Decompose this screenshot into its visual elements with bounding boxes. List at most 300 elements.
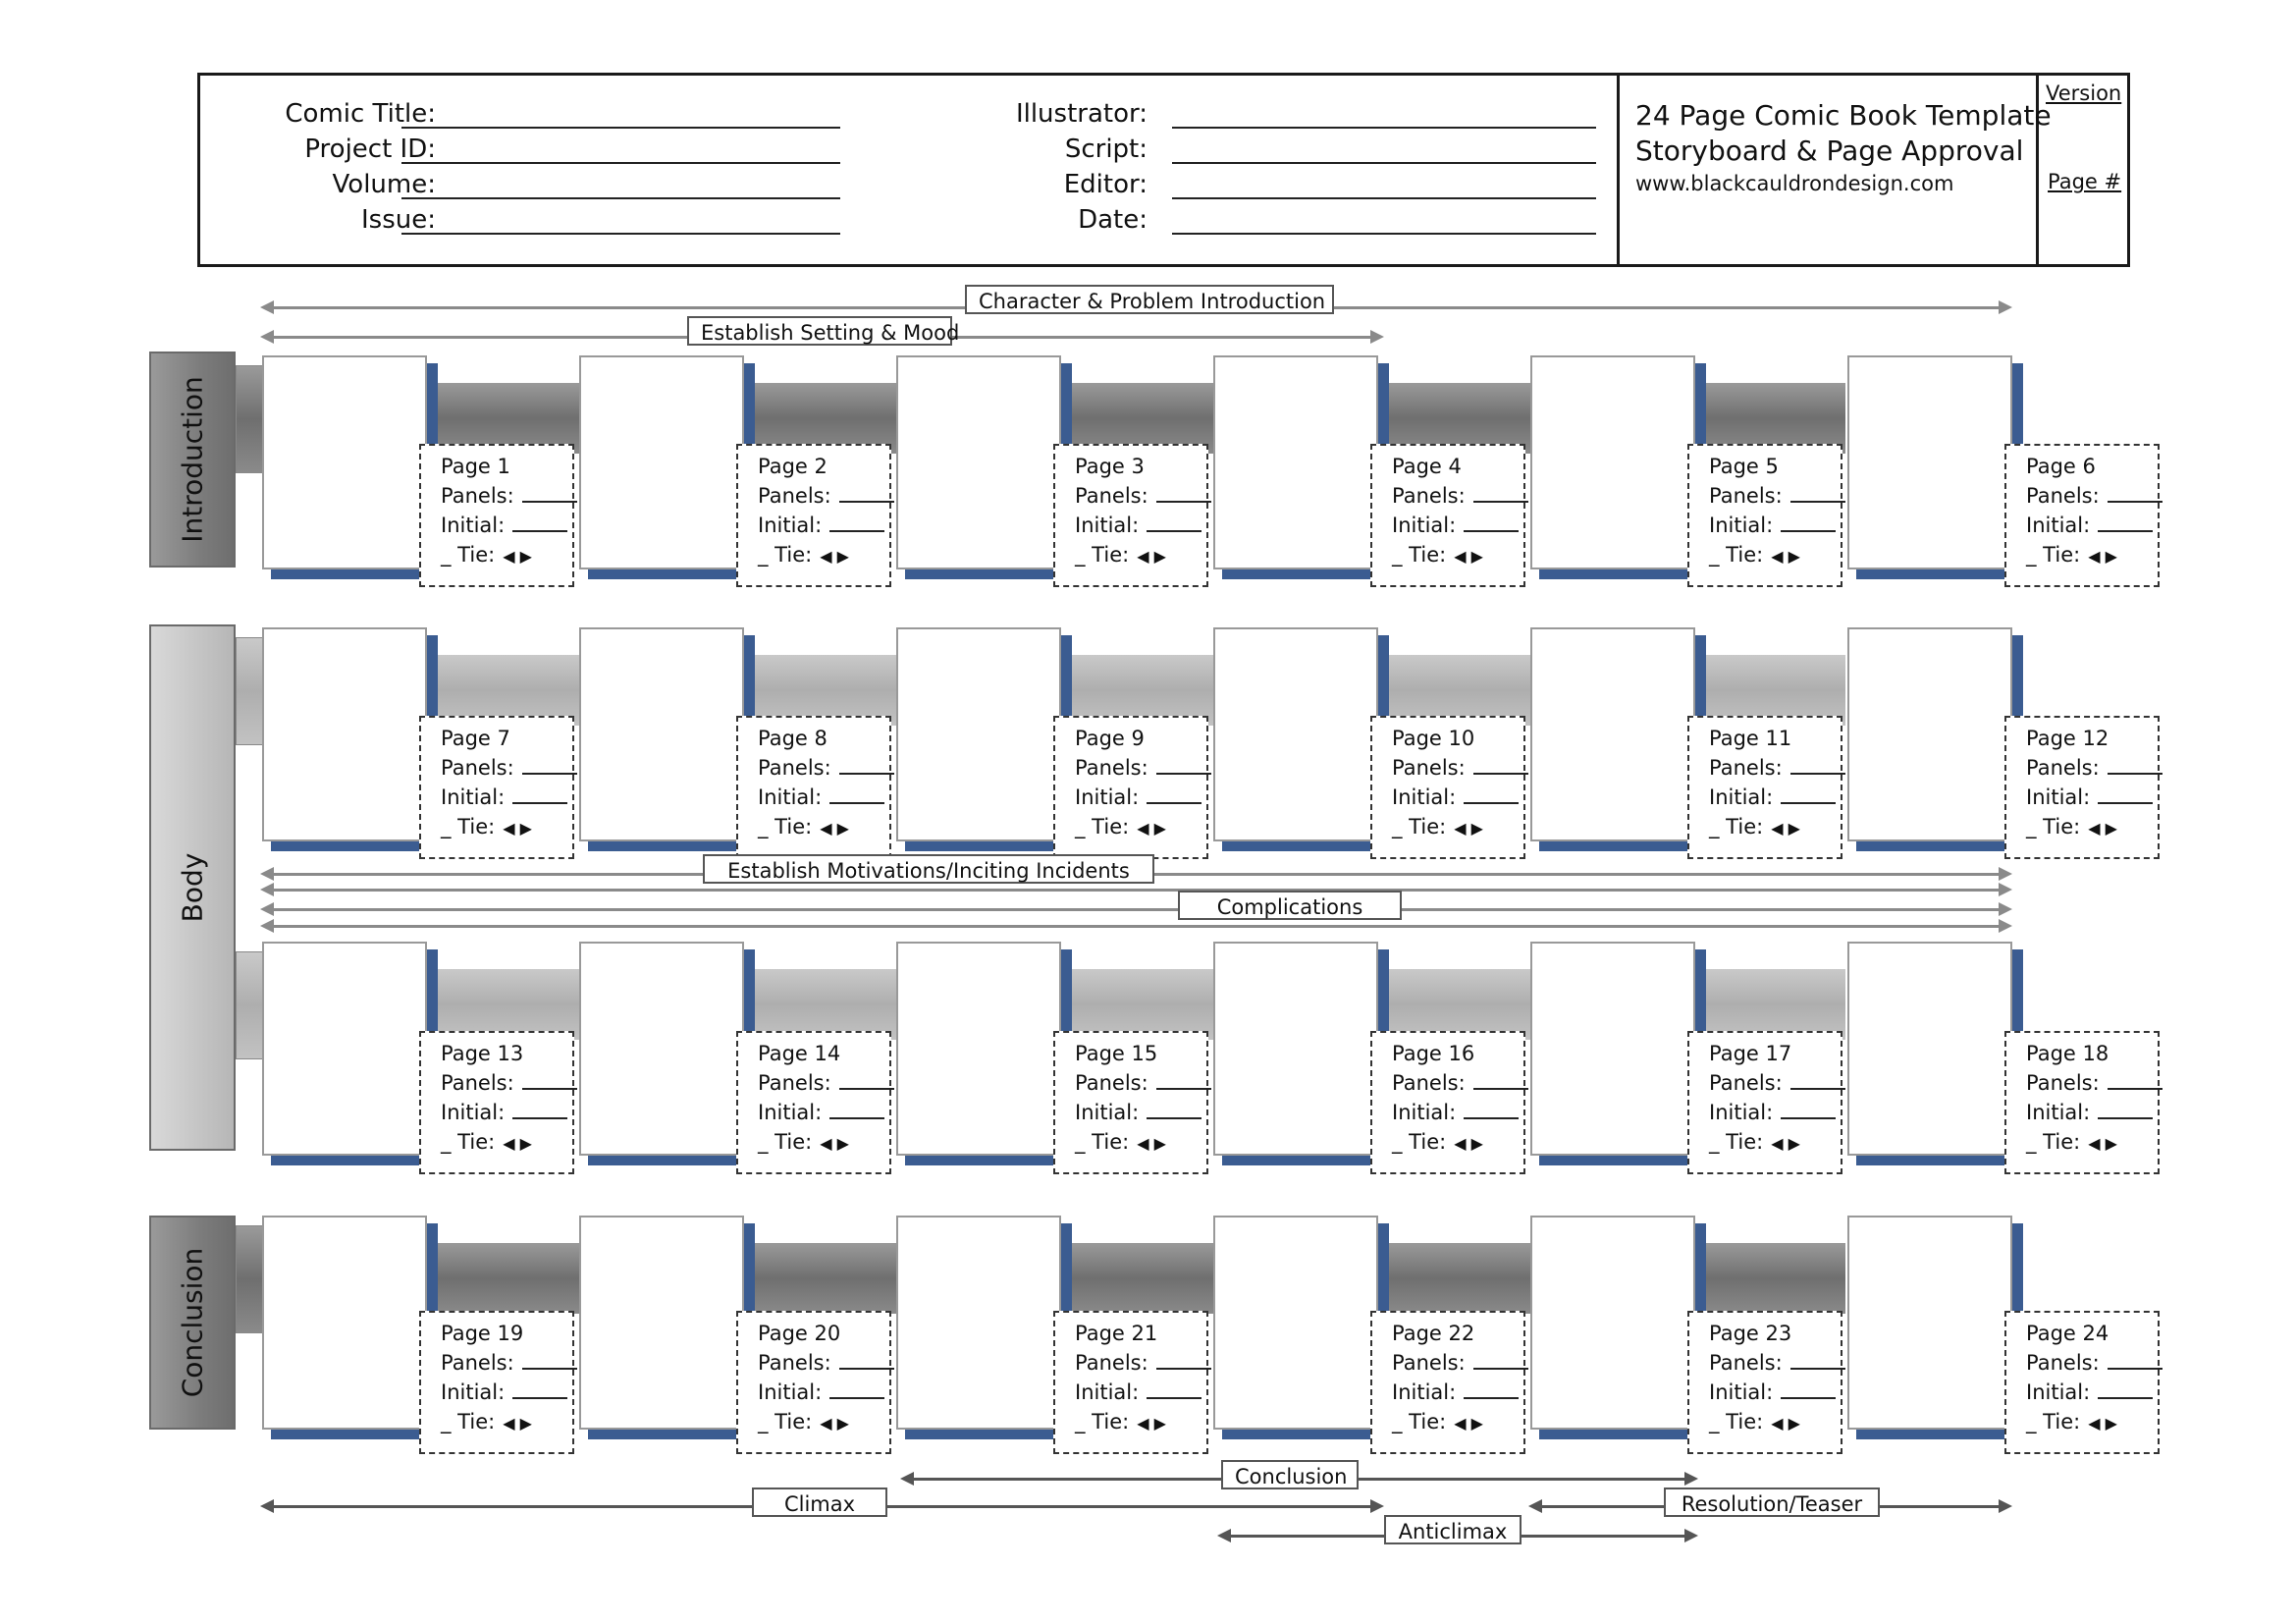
page-thumbnail[interactable] — [1847, 627, 2012, 841]
tie-label: _ Tie: — [758, 815, 813, 839]
initial-field[interactable] — [441, 511, 572, 540]
panels-blank[interactable] — [1790, 1070, 1845, 1090]
initial-label: Initial: — [1075, 1101, 1140, 1124]
panels-label: Panels: — [758, 484, 831, 508]
initial-blank[interactable] — [829, 1100, 884, 1119]
page-number-label: Page # — [2048, 170, 2122, 193]
tie-field[interactable] — [758, 812, 889, 843]
page-card — [1370, 1311, 1525, 1454]
comic-title-label: Comic Title: — [285, 99, 436, 129]
initial-field[interactable] — [1075, 783, 1206, 812]
panels-blank[interactable] — [2108, 483, 2163, 503]
tie-field[interactable] — [758, 1407, 889, 1438]
page-thumbnail[interactable] — [1213, 942, 1378, 1156]
page-thumbnail[interactable] — [579, 942, 744, 1156]
page-thumbnail[interactable] — [579, 627, 744, 841]
page-card — [419, 444, 574, 587]
initial-blank[interactable] — [1147, 1380, 1201, 1399]
initial-field[interactable] — [758, 783, 889, 812]
tie-field[interactable] — [1075, 812, 1206, 843]
initial-blank[interactable] — [512, 513, 567, 532]
editor-field[interactable] — [1172, 197, 1596, 199]
tie-label: _ Tie: — [1709, 1410, 1764, 1434]
panels-blank[interactable] — [1790, 755, 1845, 775]
tie-field[interactable] — [441, 540, 572, 571]
page-thumbnail[interactable] — [1530, 627, 1695, 841]
panels-blank[interactable] — [839, 755, 894, 775]
tie-label: _ Tie: — [1392, 1410, 1447, 1434]
tie-field[interactable] — [2026, 1407, 2158, 1438]
tie-arrows-icon[interactable]: ◀ ▶ — [1454, 1134, 1483, 1153]
panels-blank[interactable] — [2108, 1070, 2163, 1090]
band-stub — [236, 1225, 263, 1333]
initial-field[interactable] — [1709, 1378, 1841, 1407]
initial-label: Initial: — [1392, 514, 1457, 537]
initial-blank[interactable] — [1464, 1380, 1519, 1399]
panels-field[interactable] — [2026, 753, 2158, 783]
panels-label: Panels: — [1709, 484, 1783, 508]
panels-field[interactable] — [441, 1068, 572, 1098]
tie-arrows-icon[interactable]: ◀ ▶ — [503, 819, 532, 838]
date-field[interactable] — [1172, 233, 1596, 235]
initial-field[interactable] — [441, 783, 572, 812]
page-number: Page 18 — [2026, 1042, 2109, 1065]
panels-field[interactable] — [2026, 1068, 2158, 1098]
initial-blank[interactable] — [1147, 784, 1201, 804]
panels-blank[interactable] — [839, 1350, 894, 1370]
issue-label: Issue: — [361, 205, 436, 235]
tie-field[interactable] — [758, 540, 889, 571]
page-number: Page 7 — [441, 727, 510, 750]
initial-field[interactable] — [2026, 1098, 2158, 1127]
tie-label: _ Tie: — [441, 543, 496, 567]
initial-label: Initial: — [441, 514, 506, 537]
illustrator-field[interactable] — [1172, 127, 1596, 129]
page-number: Page 23 — [1709, 1322, 1792, 1345]
panels-field[interactable] — [758, 1068, 889, 1098]
panels-field[interactable] — [2026, 1348, 2158, 1378]
panels-field[interactable] — [1075, 753, 1206, 783]
initial-label: Initial: — [441, 785, 506, 809]
page-number: Page 8 — [758, 727, 828, 750]
page-card — [1687, 444, 1842, 587]
page-thumbnail[interactable] — [1213, 355, 1378, 569]
panels-blank[interactable] — [1156, 1350, 1211, 1370]
project-id-field[interactable] — [401, 162, 840, 164]
page-number: Page 6 — [2026, 455, 2096, 478]
tie-label: _ Tie: — [2026, 543, 2081, 567]
complications-label: Complications — [1178, 891, 1402, 920]
initial-label: Initial: — [1709, 514, 1774, 537]
tie-field[interactable] — [1392, 540, 1523, 571]
panels-label: Panels: — [1075, 484, 1148, 508]
page-number: Page 4 — [1392, 455, 1462, 478]
double-arrow — [260, 907, 2012, 911]
tie-label: _ Tie: — [2026, 1130, 2081, 1154]
tie-label: _ Tie: — [441, 1130, 496, 1154]
page-number: Page 17 — [1709, 1042, 1792, 1065]
page-thumbnail[interactable] — [262, 942, 427, 1156]
page-card — [2004, 1311, 2160, 1454]
page-card — [1053, 1311, 1208, 1454]
conclusion-arrow-label: Conclusion — [1221, 1460, 1359, 1489]
tie-field[interactable] — [2026, 540, 2158, 571]
introduction-label: Introduction — [176, 376, 209, 543]
tie-label: _ Tie: — [758, 1410, 813, 1434]
page-card — [419, 1031, 574, 1174]
initial-label: Initial: — [2026, 514, 2091, 537]
initial-blank[interactable] — [2098, 1100, 2153, 1119]
initial-field[interactable] — [2026, 1378, 2158, 1407]
initial-field[interactable] — [1392, 1098, 1523, 1127]
panels-label: Panels: — [758, 1071, 831, 1095]
band-stub — [236, 365, 263, 473]
initial-label: Initial: — [758, 514, 823, 537]
panels-blank[interactable] — [522, 1070, 577, 1090]
tie-label: _ Tie: — [1075, 815, 1130, 839]
panels-label: Panels: — [2026, 484, 2100, 508]
tie-field[interactable] — [1709, 812, 1841, 843]
tie-arrows-icon[interactable]: ◀ ▶ — [1771, 547, 1800, 566]
page-card — [1687, 1311, 1842, 1454]
initial-field[interactable] — [1709, 511, 1841, 540]
initial-label: Initial: — [1075, 785, 1140, 809]
tie-arrows-icon[interactable]: ◀ ▶ — [1454, 547, 1483, 566]
initial-blank[interactable] — [1781, 513, 1836, 532]
panels-blank[interactable] — [1156, 755, 1211, 775]
version-label: Version — [2046, 81, 2122, 105]
panels-field[interactable] — [758, 1348, 889, 1378]
tie-arrows-icon[interactable]: ◀ ▶ — [1771, 1414, 1800, 1433]
website-link[interactable]: www.blackcauldrondesign.com — [1635, 172, 1954, 195]
panels-field[interactable] — [1709, 481, 1841, 511]
initial-field[interactable] — [1709, 1098, 1841, 1127]
panels-label: Panels: — [1075, 756, 1148, 780]
tie-field[interactable] — [1392, 812, 1523, 843]
panels-field[interactable] — [1392, 753, 1523, 783]
panels-field[interactable] — [1075, 1348, 1206, 1378]
panels-label: Panels: — [441, 1351, 514, 1375]
tie-label: _ Tie: — [758, 543, 813, 567]
initial-label: Initial: — [758, 785, 823, 809]
tie-label: _ Tie: — [1709, 543, 1764, 567]
tie-arrows-icon[interactable]: ◀ ▶ — [2088, 1134, 2117, 1153]
page-number: Page 12 — [2026, 727, 2109, 750]
tie-label: _ Tie: — [1392, 815, 1447, 839]
page-number: Page 13 — [441, 1042, 524, 1065]
initial-label: Initial: — [1709, 1101, 1774, 1124]
tie-field[interactable] — [2026, 1127, 2158, 1159]
panels-blank[interactable] — [839, 1070, 894, 1090]
panels-blank[interactable] — [1790, 1350, 1845, 1370]
panels-field[interactable] — [1709, 1068, 1841, 1098]
page-number: Page 24 — [2026, 1322, 2109, 1345]
panels-blank[interactable] — [522, 1350, 577, 1370]
initial-blank[interactable] — [2098, 1380, 2153, 1399]
panels-blank[interactable] — [522, 755, 577, 775]
initial-label: Initial: — [2026, 785, 2091, 809]
template-title: 24 Page Comic Book Template — [1635, 99, 2052, 132]
initial-field[interactable] — [1392, 1378, 1523, 1407]
page-card — [1053, 716, 1208, 859]
initial-field[interactable] — [1075, 1098, 1206, 1127]
initial-blank[interactable] — [1147, 513, 1201, 532]
panels-field[interactable] — [1075, 1068, 1206, 1098]
initial-label: Initial: — [2026, 1380, 2091, 1404]
page-card — [2004, 716, 2160, 859]
page-number: Page 5 — [1709, 455, 1779, 478]
tie-arrows-icon[interactable]: ◀ ▶ — [1137, 1414, 1166, 1433]
initial-blank[interactable] — [1781, 1380, 1836, 1399]
tie-arrows-icon[interactable]: ◀ ▶ — [820, 819, 849, 838]
page-thumbnail[interactable] — [579, 355, 744, 569]
anticlimax-label: Anticlimax — [1384, 1515, 1522, 1544]
page-card — [1053, 444, 1208, 587]
panels-field[interactable] — [441, 1348, 572, 1378]
tie-arrows-icon[interactable]: ◀ ▶ — [2088, 547, 2117, 566]
page-number: Page 2 — [758, 455, 828, 478]
tie-field[interactable] — [2026, 812, 2158, 843]
volume-label: Volume: — [332, 170, 436, 199]
initial-blank[interactable] — [1781, 784, 1836, 804]
setting-mood-label: Establish Setting & Mood — [687, 316, 952, 346]
page-card — [2004, 444, 2160, 587]
climax-label: Climax — [752, 1488, 887, 1517]
tie-field[interactable] — [1392, 1127, 1523, 1159]
page-card — [1687, 716, 1842, 859]
initial-field[interactable] — [2026, 783, 2158, 812]
panels-label: Panels: — [1709, 1071, 1783, 1095]
panels-field[interactable] — [1709, 753, 1841, 783]
tie-field[interactable] — [441, 1407, 572, 1438]
panels-blank[interactable] — [1473, 755, 1528, 775]
initial-blank[interactable] — [512, 1380, 567, 1399]
tie-label: _ Tie: — [1075, 1410, 1130, 1434]
tie-label: _ Tie: — [2026, 1410, 2081, 1434]
tie-arrows-icon[interactable]: ◀ ▶ — [1454, 819, 1483, 838]
introduction-tab — [149, 352, 236, 568]
initial-blank[interactable] — [829, 784, 884, 804]
page-card — [736, 716, 891, 859]
initial-label: Initial: — [758, 1101, 823, 1124]
panels-blank[interactable] — [2108, 1350, 2163, 1370]
initial-label: Initial: — [1709, 785, 1774, 809]
initial-label: Initial: — [1709, 1380, 1774, 1404]
tie-label: _ Tie: — [1709, 1130, 1764, 1154]
page-card — [419, 1311, 574, 1454]
panels-blank[interactable] — [1473, 483, 1528, 503]
tie-arrows-icon[interactable]: ◀ ▶ — [503, 1414, 532, 1433]
tie-arrows-icon[interactable]: ◀ ▶ — [1454, 1414, 1483, 1433]
tie-field[interactable] — [1075, 1127, 1206, 1159]
tie-label: _ Tie: — [1392, 543, 1447, 567]
initial-blank[interactable] — [512, 1100, 567, 1119]
panels-label: Panels: — [1075, 1071, 1148, 1095]
page-thumbnail[interactable] — [1530, 1216, 1695, 1430]
tie-arrows-icon[interactable]: ◀ ▶ — [1137, 819, 1166, 838]
tie-arrows-icon[interactable]: ◀ ▶ — [1771, 819, 1800, 838]
comic-title-field[interactable] — [401, 127, 840, 129]
panels-label: Panels: — [1392, 1071, 1466, 1095]
page-thumbnail[interactable] — [1213, 1216, 1378, 1430]
initial-blank[interactable] — [1464, 513, 1519, 532]
initial-field[interactable] — [441, 1098, 572, 1127]
panels-field[interactable] — [1392, 1348, 1523, 1378]
initial-blank[interactable] — [512, 784, 567, 804]
panels-field[interactable] — [1709, 1348, 1841, 1378]
page-card — [1687, 1031, 1842, 1174]
initial-field[interactable] — [1709, 783, 1841, 812]
page-number: Page 22 — [1392, 1322, 1475, 1345]
panels-field[interactable] — [758, 481, 889, 511]
page-card — [1370, 716, 1525, 859]
initial-label: Initial: — [1392, 785, 1457, 809]
tie-label: _ Tie: — [1075, 1130, 1130, 1154]
tie-arrows-icon[interactable]: ◀ ▶ — [1137, 1134, 1166, 1153]
tie-label: _ Tie: — [441, 815, 496, 839]
page-number: Page 21 — [1075, 1322, 1158, 1345]
tie-field[interactable] — [441, 1127, 572, 1159]
initial-field[interactable] — [1392, 783, 1523, 812]
initial-label: Initial: — [2026, 1101, 2091, 1124]
panels-blank[interactable] — [522, 483, 577, 503]
panels-field[interactable] — [441, 753, 572, 783]
project-id-label: Project ID: — [304, 135, 436, 164]
page-thumbnail[interactable] — [896, 355, 1061, 569]
panels-blank[interactable] — [2108, 755, 2163, 775]
tie-arrows-icon[interactable]: ◀ ▶ — [2088, 1414, 2117, 1433]
tie-arrows-icon[interactable]: ◀ ▶ — [820, 1414, 849, 1433]
page-thumbnail[interactable] — [262, 1216, 427, 1430]
panels-blank[interactable] — [1473, 1350, 1528, 1370]
panels-blank[interactable] — [1790, 483, 1845, 503]
panels-field[interactable] — [2026, 481, 2158, 511]
page-thumbnail[interactable] — [1847, 1216, 2012, 1430]
initial-field[interactable] — [2026, 511, 2158, 540]
initial-blank[interactable] — [1464, 784, 1519, 804]
page-thumbnail[interactable] — [896, 942, 1061, 1156]
date-label: Date: — [1078, 205, 1148, 235]
band-stub — [236, 951, 263, 1059]
header-box — [197, 73, 2130, 267]
page-card — [736, 444, 891, 587]
conclusion-label: Conclusion — [176, 1247, 209, 1398]
panels-label: Panels: — [2026, 1071, 2100, 1095]
initial-blank[interactable] — [1781, 1100, 1836, 1119]
page-number: Page 3 — [1075, 455, 1145, 478]
panels-field[interactable] — [1075, 481, 1206, 511]
page-thumbnail[interactable] — [579, 1216, 744, 1430]
page-thumbnail[interactable] — [1213, 627, 1378, 841]
tie-field[interactable] — [441, 812, 572, 843]
tie-field[interactable] — [1075, 1407, 1206, 1438]
page-thumbnail[interactable] — [262, 355, 427, 569]
volume-field[interactable] — [401, 197, 840, 199]
initial-blank[interactable] — [2098, 784, 2153, 804]
tie-arrows-icon[interactable]: ◀ ▶ — [820, 547, 849, 566]
tie-field[interactable] — [1709, 540, 1841, 571]
tie-arrows-icon[interactable]: ◀ ▶ — [503, 547, 532, 566]
page-thumbnail[interactable] — [1530, 355, 1695, 569]
double-arrow — [260, 924, 2012, 928]
page-thumbnail[interactable] — [1530, 942, 1695, 1156]
initial-label: Initial: — [441, 1380, 506, 1404]
tie-label: _ Tie: — [758, 1130, 813, 1154]
tie-field[interactable] — [1709, 1127, 1841, 1159]
initial-label: Initial: — [1075, 514, 1140, 537]
page-card — [736, 1031, 891, 1174]
panels-blank[interactable] — [1156, 483, 1211, 503]
tie-field[interactable] — [758, 1127, 889, 1159]
panels-blank[interactable] — [1473, 1070, 1528, 1090]
panels-label: Panels: — [441, 1071, 514, 1095]
panels-field[interactable] — [441, 481, 572, 511]
initial-field[interactable] — [758, 511, 889, 540]
initial-field[interactable] — [1075, 1378, 1206, 1407]
initial-field[interactable] — [1075, 511, 1206, 540]
page-card — [1053, 1031, 1208, 1174]
script-field[interactable] — [1172, 162, 1596, 164]
panels-blank[interactable] — [1156, 1070, 1211, 1090]
initial-field[interactable] — [441, 1378, 572, 1407]
tie-label: _ Tie: — [1709, 815, 1764, 839]
panels-label: Panels: — [758, 1351, 831, 1375]
tie-arrows-icon[interactable]: ◀ ▶ — [2088, 819, 2117, 838]
tie-field[interactable] — [1709, 1407, 1841, 1438]
initial-field[interactable] — [758, 1378, 889, 1407]
initial-blank[interactable] — [2098, 513, 2153, 532]
header-divider — [1617, 76, 1620, 264]
tie-arrows-icon[interactable]: ◀ ▶ — [820, 1134, 849, 1153]
script-label: Script: — [1064, 135, 1148, 164]
panels-field[interactable] — [1392, 1068, 1523, 1098]
panels-label: Panels: — [1392, 1351, 1466, 1375]
panels-blank[interactable] — [839, 483, 894, 503]
page-thumbnail[interactable] — [1847, 942, 2012, 1156]
tie-label: _ Tie: — [1392, 1130, 1447, 1154]
tie-field[interactable] — [1075, 540, 1206, 571]
panels-label: Panels: — [2026, 756, 2100, 780]
page-thumbnail[interactable] — [896, 1216, 1061, 1430]
initial-field[interactable] — [1392, 511, 1523, 540]
panels-label: Panels: — [2026, 1351, 2100, 1375]
editor-label: Editor: — [1063, 170, 1148, 199]
page-thumbnail[interactable] — [896, 627, 1061, 841]
page-number: Page 20 — [758, 1322, 841, 1345]
tie-arrows-icon[interactable]: ◀ ▶ — [1771, 1134, 1800, 1153]
initial-blank[interactable] — [1464, 1100, 1519, 1119]
page-number: Page 11 — [1709, 727, 1792, 750]
double-arrow — [260, 888, 2012, 892]
page-thumbnail[interactable] — [262, 627, 427, 841]
page-card — [1370, 444, 1525, 587]
tie-label: _ Tie: — [2026, 815, 2081, 839]
tie-field[interactable] — [1392, 1407, 1523, 1438]
initial-blank[interactable] — [829, 1380, 884, 1399]
panels-field[interactable] — [758, 753, 889, 783]
page-number: Page 14 — [758, 1042, 841, 1065]
page-thumbnail[interactable] — [1847, 355, 2012, 569]
initial-blank[interactable] — [829, 513, 884, 532]
initial-field[interactable] — [758, 1098, 889, 1127]
panels-label: Panels: — [758, 756, 831, 780]
issue-field[interactable] — [401, 233, 840, 235]
initial-blank[interactable] — [1147, 1100, 1201, 1119]
tie-arrows-icon[interactable]: ◀ ▶ — [503, 1134, 532, 1153]
panels-label: Panels: — [441, 756, 514, 780]
panels-field[interactable] — [1392, 481, 1523, 511]
tie-arrows-icon[interactable]: ◀ ▶ — [1137, 547, 1166, 566]
